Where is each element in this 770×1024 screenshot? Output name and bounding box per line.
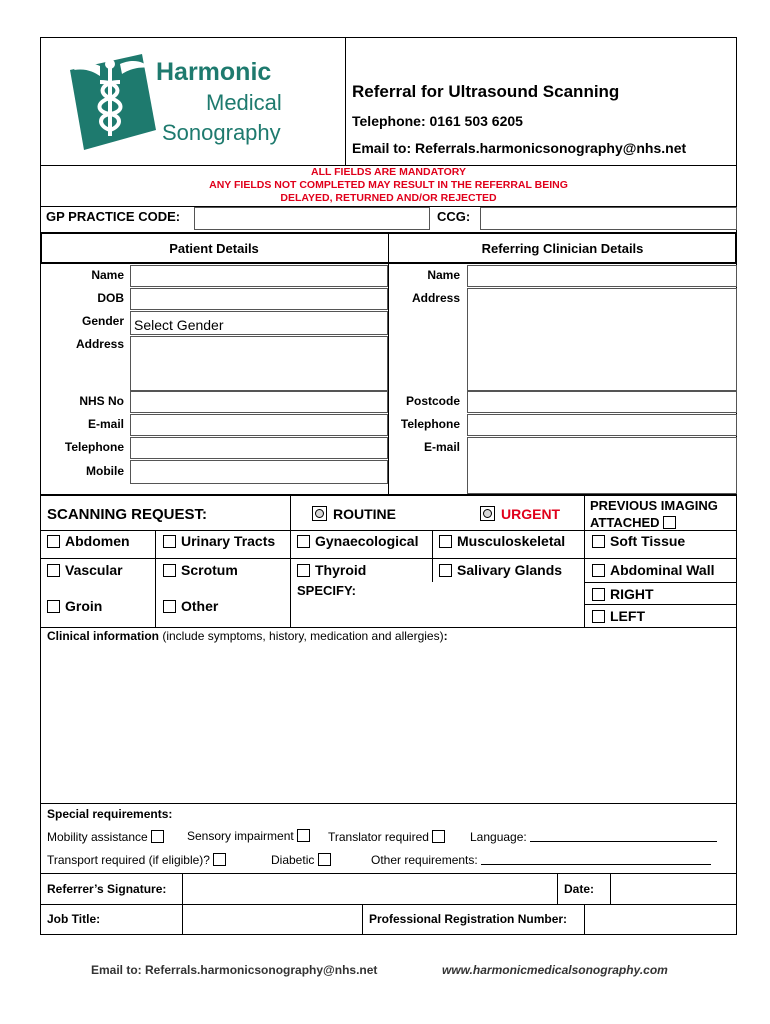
- clinician-email-input[interactable]: [467, 437, 737, 494]
- patient-dob-input[interactable]: [130, 288, 388, 310]
- musculo-option[interactable]: [439, 533, 565, 549]
- clinical-bottom-rule: [40, 803, 737, 804]
- patient-name-label: Name: [91, 268, 124, 282]
- transport-checkbox[interactable]: [213, 853, 226, 866]
- thyroid-checkbox[interactable]: [297, 564, 310, 577]
- scan-divider-2: [584, 496, 585, 628]
- clinical-info-label: [47, 629, 448, 643]
- scan-row-rule-5: [40, 627, 737, 628]
- logo-text-1: Harmonic: [156, 58, 272, 86]
- patient-email-label: E-mail: [87, 417, 124, 431]
- scan-col-2: [290, 530, 291, 627]
- special-requirements-label: Special requirements:: [47, 807, 173, 821]
- page-title: Referral for Ultrasound Scanning: [352, 82, 620, 101]
- vascular-label: Vascular: [65, 562, 123, 578]
- diabetic-checkbox[interactable]: [318, 853, 331, 866]
- patient-mobile-label: Mobile: [86, 464, 124, 478]
- diabetic-option[interactable]: [271, 853, 336, 867]
- clinician-name-input[interactable]: [467, 265, 737, 287]
- soft-tissue-label: Soft Tissue: [610, 533, 686, 549]
- musculo-checkbox[interactable]: [439, 535, 452, 548]
- musculo-label: Musculoskeletal: [457, 533, 566, 549]
- other-requirements-field[interactable]: [371, 853, 711, 867]
- patient-address-input[interactable]: [130, 336, 388, 391]
- gp-practice-code-input[interactable]: [194, 207, 430, 230]
- gp-practice-code-label: GP PRACTICE CODE:: [46, 209, 181, 224]
- previous-imaging-line1: PREVIOUS IMAGING: [590, 498, 718, 513]
- mobility-label: Mobility assistance: [47, 830, 148, 844]
- previous-imaging-label: [590, 497, 718, 531]
- abdomen-label: Abdomen: [65, 533, 130, 549]
- urinary-option[interactable]: [163, 533, 275, 549]
- sensory-checkbox[interactable]: [297, 829, 310, 842]
- ccg-label: CCG:: [437, 209, 471, 224]
- translator-label: Translator required: [328, 830, 429, 844]
- scan-top-rule: [40, 494, 737, 496]
- thyroid-option[interactable]: [297, 562, 366, 578]
- thyroid-label: Thyroid: [315, 562, 367, 578]
- urgent-radio-icon: [480, 506, 495, 521]
- right-checkbox[interactable]: [592, 588, 605, 601]
- sensory-option[interactable]: [187, 829, 315, 843]
- patient-dob-label: DOB: [97, 291, 124, 305]
- clinician-telephone-input[interactable]: [467, 414, 737, 436]
- routine-radio-icon: [312, 506, 327, 521]
- vascular-checkbox[interactable]: [47, 564, 60, 577]
- urinary-checkbox[interactable]: [163, 535, 176, 548]
- scrotum-option[interactable]: [163, 562, 238, 578]
- clinician-postcode-label: Postcode: [405, 394, 460, 408]
- mandatory-notice: [40, 166, 737, 205]
- salivary-label: Salivary Glands: [457, 562, 563, 578]
- footer-website[interactable]: www.harmonicmedicalsonography.com: [442, 963, 668, 977]
- scan-col-1: [155, 530, 156, 627]
- logo-text-2: Medical: [206, 90, 282, 115]
- groin-option[interactable]: [47, 598, 102, 614]
- sig-col-2: [557, 873, 558, 904]
- job-title-label: Job Title:: [47, 912, 101, 926]
- patient-mobile-input[interactable]: [130, 460, 388, 484]
- clinician-postcode-input[interactable]: [467, 391, 737, 413]
- clinician-details-heading: Referring Clinician Details: [481, 241, 644, 256]
- header-divider: [345, 37, 346, 165]
- header-telephone: Telephone: 0161 503 6205: [352, 113, 523, 129]
- scan-col-3: [432, 530, 433, 582]
- patient-telephone-input[interactable]: [130, 437, 388, 459]
- patient-email-input[interactable]: [130, 414, 388, 436]
- salivary-option[interactable]: [439, 562, 562, 578]
- ccg-input[interactable]: [480, 207, 737, 230]
- left-label: LEFT: [610, 608, 645, 624]
- patient-telephone-label: Telephone: [64, 440, 124, 454]
- signature-input[interactable]: [183, 874, 557, 904]
- previous-imaging-line2: [590, 514, 718, 531]
- soft-tissue-checkbox[interactable]: [592, 535, 605, 548]
- signature-label: Referrer’s Signature:: [47, 882, 167, 896]
- gynae-checkbox[interactable]: [297, 535, 310, 548]
- attached-label: ATTACHED: [590, 515, 660, 530]
- clinician-name-label: Name: [427, 268, 460, 282]
- notice-line-2: ANY FIELDS NOT COMPLETED MAY RESULT IN THE REFERRAL BEING: [209, 179, 568, 191]
- attached-checkbox[interactable]: [663, 516, 676, 529]
- date-input[interactable]: [611, 874, 737, 904]
- scrotum-label: Scrotum: [181, 562, 238, 578]
- clinician-address-input[interactable]: [467, 288, 737, 391]
- gynae-label: Gynaecological: [315, 533, 419, 549]
- date-label: Date:: [564, 882, 595, 896]
- patient-nhs-label: NHS No: [79, 394, 124, 408]
- other-requirements-label: Other requirements:: [371, 853, 478, 867]
- caduceus-icon: [64, 52, 164, 152]
- right-label: RIGHT: [610, 586, 654, 602]
- abdominal-wall-option[interactable]: [592, 562, 714, 578]
- scan-row-rule-3: [584, 582, 737, 583]
- registration-input[interactable]: [585, 905, 737, 935]
- clinician-telephone-label: Telephone: [400, 417, 460, 431]
- logo-text-3: Sonography: [162, 120, 281, 145]
- soft-tissue-option[interactable]: [592, 533, 685, 549]
- abdomen-option[interactable]: [47, 533, 130, 549]
- patient-nhs-input[interactable]: [130, 391, 388, 413]
- gynae-option[interactable]: [297, 533, 418, 549]
- logo: [64, 52, 304, 152]
- job-title-input[interactable]: [183, 905, 362, 935]
- abdominal-wall-checkbox[interactable]: [592, 564, 605, 577]
- salivary-checkbox[interactable]: [439, 564, 452, 577]
- right-option[interactable]: [592, 586, 654, 602]
- abdomen-checkbox[interactable]: [47, 535, 60, 548]
- patient-gender-label: Gender: [81, 314, 124, 328]
- left-option[interactable]: [592, 608, 645, 624]
- groin-label: Groin: [65, 598, 103, 614]
- scan-row-rule-4: [584, 604, 737, 605]
- mobility-checkbox[interactable]: [151, 830, 164, 843]
- notice-line-1: ALL FIELDS ARE MANDATORY: [311, 166, 466, 178]
- urgent-label: URGENT: [501, 506, 561, 522]
- language-field[interactable]: [470, 830, 717, 844]
- clinical-info-hint: (include symptoms, history, medication and allergies): [159, 629, 444, 643]
- translator-option[interactable]: [328, 830, 450, 844]
- other-checkbox[interactable]: [163, 600, 176, 613]
- transport-label: Transport required (if eligible)?: [47, 853, 210, 867]
- patient-details-heading: Patient Details: [169, 241, 259, 256]
- diabetic-label: Diabetic: [271, 853, 315, 867]
- left-checkbox[interactable]: [592, 610, 605, 623]
- sig-col-4: [362, 904, 363, 935]
- other-option[interactable]: [163, 598, 218, 614]
- header-email: Email to: Referrals.harmonicsonography@nhs.net: [352, 140, 687, 156]
- vascular-option[interactable]: [47, 562, 123, 578]
- clinician-email-label: E-mail: [423, 440, 460, 454]
- sensory-label: Sensory impairment: [187, 829, 294, 843]
- urinary-label: Urinary Tracts: [181, 533, 276, 549]
- gender-select-value: Select Gender: [134, 317, 224, 333]
- patient-name-input[interactable]: [130, 265, 388, 287]
- groin-checkbox[interactable]: [47, 600, 60, 613]
- patient-address-label: Address: [75, 337, 124, 351]
- transport-option[interactable]: [47, 853, 231, 867]
- other-requirements-line[interactable]: [481, 854, 711, 865]
- abdominal-wall-label: Abdominal Wall: [610, 562, 715, 578]
- registration-label: Professional Registration Number:: [369, 912, 568, 926]
- urgent-option[interactable]: [480, 506, 560, 522]
- specify-label: SPECIFY:: [297, 583, 356, 598]
- clinical-info-colon: :: [443, 629, 448, 643]
- clinician-address-label: Address: [411, 291, 460, 305]
- patient-gender-select[interactable]: [130, 311, 388, 335]
- scrotum-checkbox[interactable]: [163, 564, 176, 577]
- routine-option[interactable]: [312, 506, 396, 522]
- language-line[interactable]: [530, 831, 717, 842]
- scanning-request-heading: SCANNING REQUEST:: [47, 506, 208, 523]
- mobility-option[interactable]: [47, 830, 169, 844]
- footer-email: Email to: Referrals.harmonicsonography@nhs.net: [91, 963, 378, 977]
- clinical-info-input[interactable]: [41, 645, 736, 802]
- other-label: Other: [181, 598, 219, 614]
- translator-checkbox[interactable]: [432, 830, 445, 843]
- scan-row-rule-2: [40, 558, 737, 559]
- scan-divider-1: [290, 496, 291, 530]
- routine-label: ROUTINE: [333, 506, 396, 522]
- notice-line-3: DELAYED, RETURNED AND/OR REJECTED: [280, 192, 497, 204]
- clinical-info-title: Clinical information: [47, 629, 160, 643]
- language-label: Language:: [470, 830, 527, 844]
